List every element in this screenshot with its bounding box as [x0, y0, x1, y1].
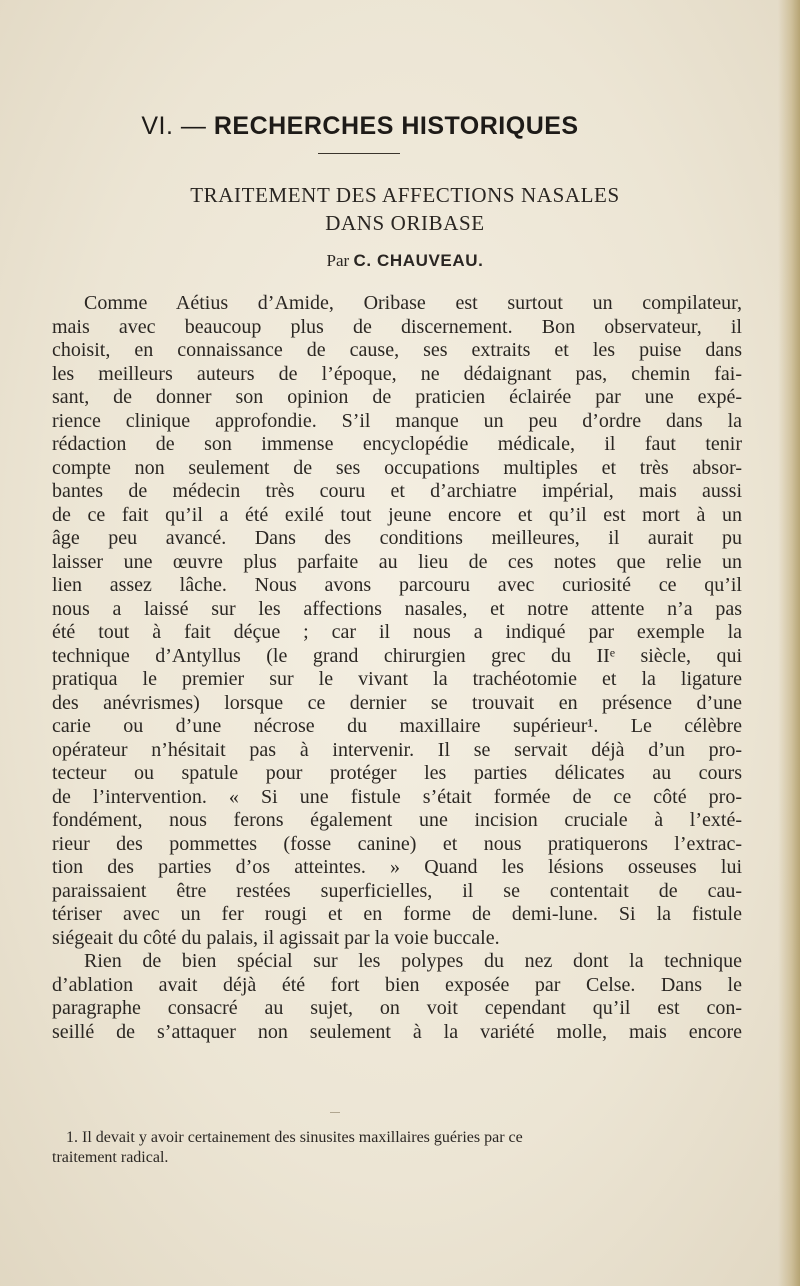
body-line: Comme Aétius d’Amide, Oribase est surtout un compilateur, [84, 292, 742, 314]
body-line: paraissaient être restées superficielles, il se contentait de cau- [52, 879, 742, 902]
body-line: d’ablation avait déjà été fort bien exposée par Celse. Dans le [52, 973, 742, 996]
body-line: pratiqua le premier sur le vivant la trachéotomie et la ligature [52, 668, 742, 690]
body-line: de ce fait qu’il a été exilé tout jeune encore et qu’il est mort à un [52, 503, 742, 526]
footnote-line-2: traitement radical. [52, 1149, 169, 1166]
body-line: seillé de s’attaquer non seulement à la variété molle, mais encore [52, 1020, 742, 1043]
body-line: laisser une œuvre plus parfaite au lieu de ces notes que relie un [52, 550, 742, 573]
body-line: tion des parties d’os atteintes. » Quand les lésions osseuses lui [52, 856, 742, 878]
body-line: bantes de médecin très couru et d’archiatre impérial, mais aussi [52, 480, 742, 502]
body-line: de l’intervention. « Si une fistule s’était formée de ce côté pro- [52, 785, 742, 808]
body-line: carie ou d’une nécrose du maxillaire supérieur¹. Le célèbre [52, 715, 742, 737]
section-title: RECHERCHES HISTORIQUES [213, 112, 579, 140]
article-title-line-2: DANS ORIBASE [325, 211, 485, 235]
body-line: paragraphe consacré au sujet, on voit cependant qu’il est con- [52, 997, 742, 1019]
body-line: fondément, nous ferons également une incision cruciale à l’exté- [52, 809, 742, 831]
body-line: sant, de donner son opinion de praticien éclairée par une expé- [52, 386, 742, 408]
body-line: rience clinique approfondie. S’il manque un peu d’ordre dans la [52, 409, 742, 432]
page-edge-shadow [778, 0, 800, 1286]
body-line: lien assez lâche. Nous avons parcouru avec curiosité ce qu’il [52, 574, 742, 596]
body-line: nous a laissé sur les affections nasales, et notre attente n’a pas [52, 597, 742, 620]
article-title-line-1: TRAITEMENT DES AFFECTIONS NASALES [190, 183, 620, 207]
footnote-separator [330, 1112, 340, 1113]
body-line: rédaction de son immense encyclopédie médicale, il faut tenir [52, 433, 742, 455]
section-number: VI. — [141, 112, 214, 140]
footnote [52, 1128, 692, 1168]
byline [60, 251, 750, 271]
body-line: rieur des pommettes (fosse canine) et nous pratiquerons l’extrac- [52, 832, 742, 855]
body-line: âge peu avancé. Dans des conditions meilleures, il aurait pu [52, 527, 742, 549]
body-line: mais avec beaucoup plus de discernement. Bon observateur, il [52, 315, 742, 338]
body-line: été tout à fait déçue ; car il nous a indiqué par exemple la [52, 621, 742, 643]
body-line: les meilleurs auteurs de l’époque, ne dédaignant pas, chemin fai- [52, 362, 742, 385]
body-line: compte non seulement de ses occupations multiples et très absor- [52, 456, 742, 479]
body-line: opérateur n’hésitait pas à intervenir. Il se servait déjà d’un pro- [52, 738, 742, 761]
heading-rule [318, 153, 400, 154]
section-heading [100, 112, 620, 141]
body-line: siégeait du côté du palais, il agissait par la voie buccale. [52, 926, 500, 949]
footnote-line-1: 1. Il devait y avoir certainement des sinusites maxillaires guéries par ce [66, 1129, 523, 1146]
body-line: technique d’Antyllus (le grand chirurgien grec du IIᵉ siècle, qui [52, 644, 742, 667]
body-text [52, 292, 742, 1044]
body-line: des anévrismes) lorsque ce dernier se trouvait en présence d’une [52, 691, 742, 714]
body-line: tériser avec un fer rougi et en forme de demi-lune. Si la fistule [52, 903, 742, 925]
body-line: choisit, en connaissance de cause, ses extraits et les puise dans [52, 339, 742, 361]
byline-prefix: Par [326, 251, 354, 270]
author-name: C. CHAUVEAU. [353, 251, 484, 270]
body-line: Rien de bien spécial sur les polypes du nez dont la technique [84, 950, 742, 972]
body-line: tecteur ou spatule pour protéger les parties délicates au cours [52, 762, 742, 784]
